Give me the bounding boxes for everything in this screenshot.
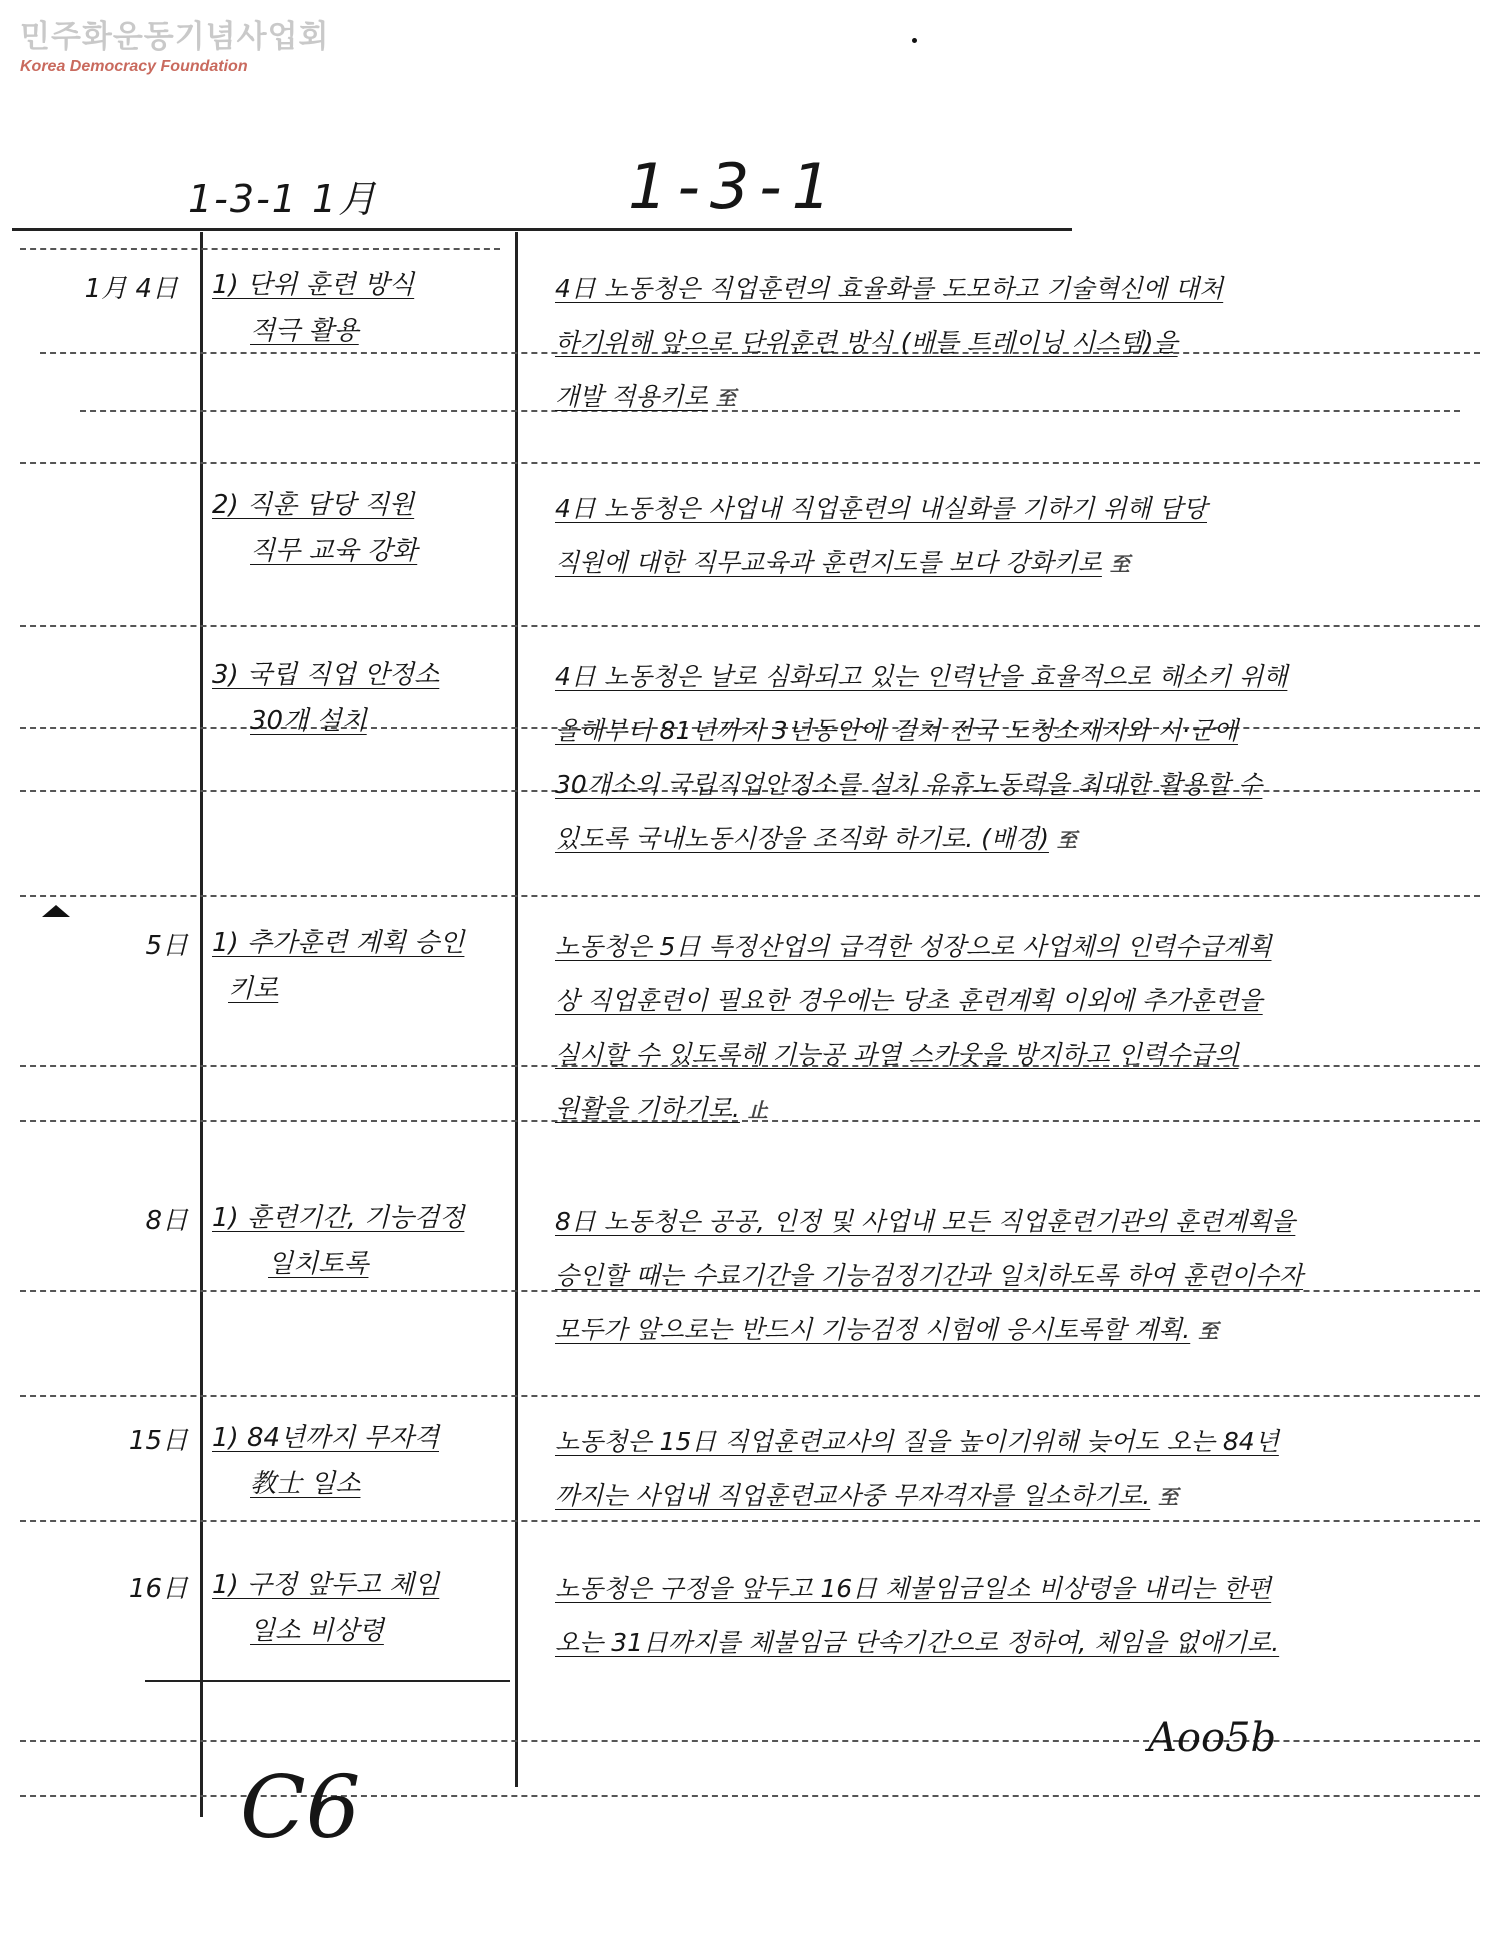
ruled-line <box>20 625 1480 627</box>
watermark-korean: 민주화운동기념사업회 <box>20 19 330 55</box>
content-line: 상 직업훈련이 필요한 경우에는 당초 훈련계획 이외에 추가훈련을 <box>555 986 1263 1015</box>
entry-date: 8日 <box>145 1206 188 1236</box>
entry-item-line: 일소 비상령 <box>250 1616 384 1646</box>
entry-content <box>555 482 1207 591</box>
entry-item-line: 일치토록 <box>268 1249 369 1279</box>
entry-item-line: 1) 추가훈련 계획 승인 <box>212 928 465 958</box>
content-line: 승인할 때는 수료기간을 기능검정기간과 일치하도록 하여 훈련이수자 <box>555 1261 1304 1290</box>
entry-mark: 至 <box>715 386 736 410</box>
watermark-english: Korea Democracy Foundation <box>20 58 248 75</box>
entry-content <box>555 1415 1279 1524</box>
ruled-line <box>20 895 1480 897</box>
entry-mark: 至 <box>1158 1485 1179 1509</box>
entry-date: 1月 4日 <box>84 274 178 304</box>
entry-item <box>212 1415 439 1507</box>
column-divider-left <box>200 232 203 1817</box>
content-line: 개발 적용키로 <box>555 382 708 411</box>
ruled-line <box>20 1795 1480 1797</box>
entry-mark: 至 <box>1056 828 1077 852</box>
content-line: 노동청은 5日 특정산업의 급격한 성장으로 사업체의 인력수급계획 <box>555 932 1272 961</box>
entry-item-line: 적극 활용 <box>250 316 359 346</box>
column-divider-right <box>515 232 518 1787</box>
entry-mark: 止 <box>747 1098 768 1122</box>
entry-item-line: 2) 직훈 담당 직원 <box>212 490 415 520</box>
page-code-left: 1-3-1 1月 <box>188 177 379 221</box>
content-line: 하기위해 앞으로 단위훈련 방식 (배틀 트레이닝 시스템)을 <box>555 328 1178 357</box>
entry-content <box>555 262 1223 425</box>
content-line: 직원에 대한 직무교육과 훈련지도를 보다 강화키로 <box>555 548 1102 577</box>
content-line: 4日 노동청은 날로 심화되고 있는 인력난을 효율적으로 해소키 위해 <box>555 662 1288 691</box>
entry-item-line: 1) 단위 훈련 방식 <box>212 270 415 300</box>
content-line: 4日 노동청은 직업훈련의 효율화를 도모하고 기술혁신에 대처 <box>555 274 1224 303</box>
entry-item-line: 키로 <box>228 974 279 1004</box>
content-line: 올해부터 81년까지 3년동안에 걸쳐 전국 도청소재지와 시·군에 <box>555 716 1238 745</box>
content-line: 30개소의 국립직업안정소를 설치 유휴노동력을 최대한 활용할 수 <box>555 770 1263 799</box>
entry-mark: 至 <box>1198 1319 1219 1343</box>
entry-item-line: 직무 교육 강화 <box>250 536 418 566</box>
content-line: 4日 노동청은 사업내 직업훈련의 내실화를 기하기 위해 담당 <box>555 494 1207 523</box>
entry-item-line: 1) 구정 앞두고 체임 <box>212 1570 440 1600</box>
content-line: 까지는 사업내 직업훈련교사중 무자격자를 일소하기로. <box>555 1481 1151 1510</box>
ink-dot <box>912 38 917 43</box>
entry-content <box>555 920 1272 1137</box>
entry-item-line: 1) 훈련기간, 기능검정 <box>212 1203 465 1233</box>
content-line: 있도록 국내노동시장을 조직화 하기로. (배경) <box>555 824 1049 853</box>
entry-item-line: 30개 설치 <box>250 706 367 736</box>
entry-item <box>212 1195 464 1287</box>
page-code-right: 1-3-1 <box>628 150 842 223</box>
entry-content <box>555 650 1287 867</box>
entry-item-line: 1) 84년까지 무자격 <box>212 1423 439 1453</box>
entry-content <box>555 1562 1279 1670</box>
entry-date: 5日 <box>145 931 188 961</box>
entry-mark: 至 <box>1109 552 1130 576</box>
entry-item-line: 3) 국립 직업 안정소 <box>212 660 440 690</box>
entry-item <box>212 482 417 574</box>
content-line: 원활을 기하기로. <box>555 1094 740 1123</box>
margin-arrow-mark <box>42 905 70 917</box>
content-line: 실시할 수 있도록해 기능공 과열 스카웃을 방지하고 인력수급의 <box>555 1040 1239 1069</box>
entry-item <box>212 920 464 1012</box>
header-rule <box>12 228 1072 231</box>
entry-date: 15日 <box>128 1426 188 1456</box>
entry-item <box>212 262 414 354</box>
corner-mark: C6 <box>240 1758 361 1858</box>
entry-content <box>555 1195 1303 1358</box>
entry-item-line: 教士 일소 <box>250 1469 361 1499</box>
content-line: 모두가 앞으로는 반드시 기능검정 시험에 응시토록할 계획. <box>555 1315 1191 1344</box>
entry-item <box>212 1562 439 1654</box>
signature: Aoo5b <box>1148 1715 1277 1761</box>
content-line: 8日 노동청은 공공, 인정 및 사업내 모든 직업훈련기관의 훈련계획을 <box>555 1207 1296 1236</box>
content-line: 오는 31日까지를 체불임금 단속기간으로 정하여, 체임을 없애기로. <box>555 1628 1280 1657</box>
ruled-line <box>20 1395 1480 1397</box>
content-line: 노동청은 15日 직업훈련교사의 질을 높이기위해 늦어도 오는 84년 <box>555 1427 1279 1456</box>
watermark <box>20 18 329 78</box>
ruled-line <box>20 248 500 250</box>
content-line: 노동청은 구정을 앞두고 16日 체불임금일소 비상령을 내리는 한편 <box>555 1574 1272 1603</box>
entry-date: 16日 <box>128 1574 188 1604</box>
closing-rule <box>145 1680 510 1682</box>
ruled-line <box>20 462 1480 464</box>
entry-item <box>212 652 439 744</box>
